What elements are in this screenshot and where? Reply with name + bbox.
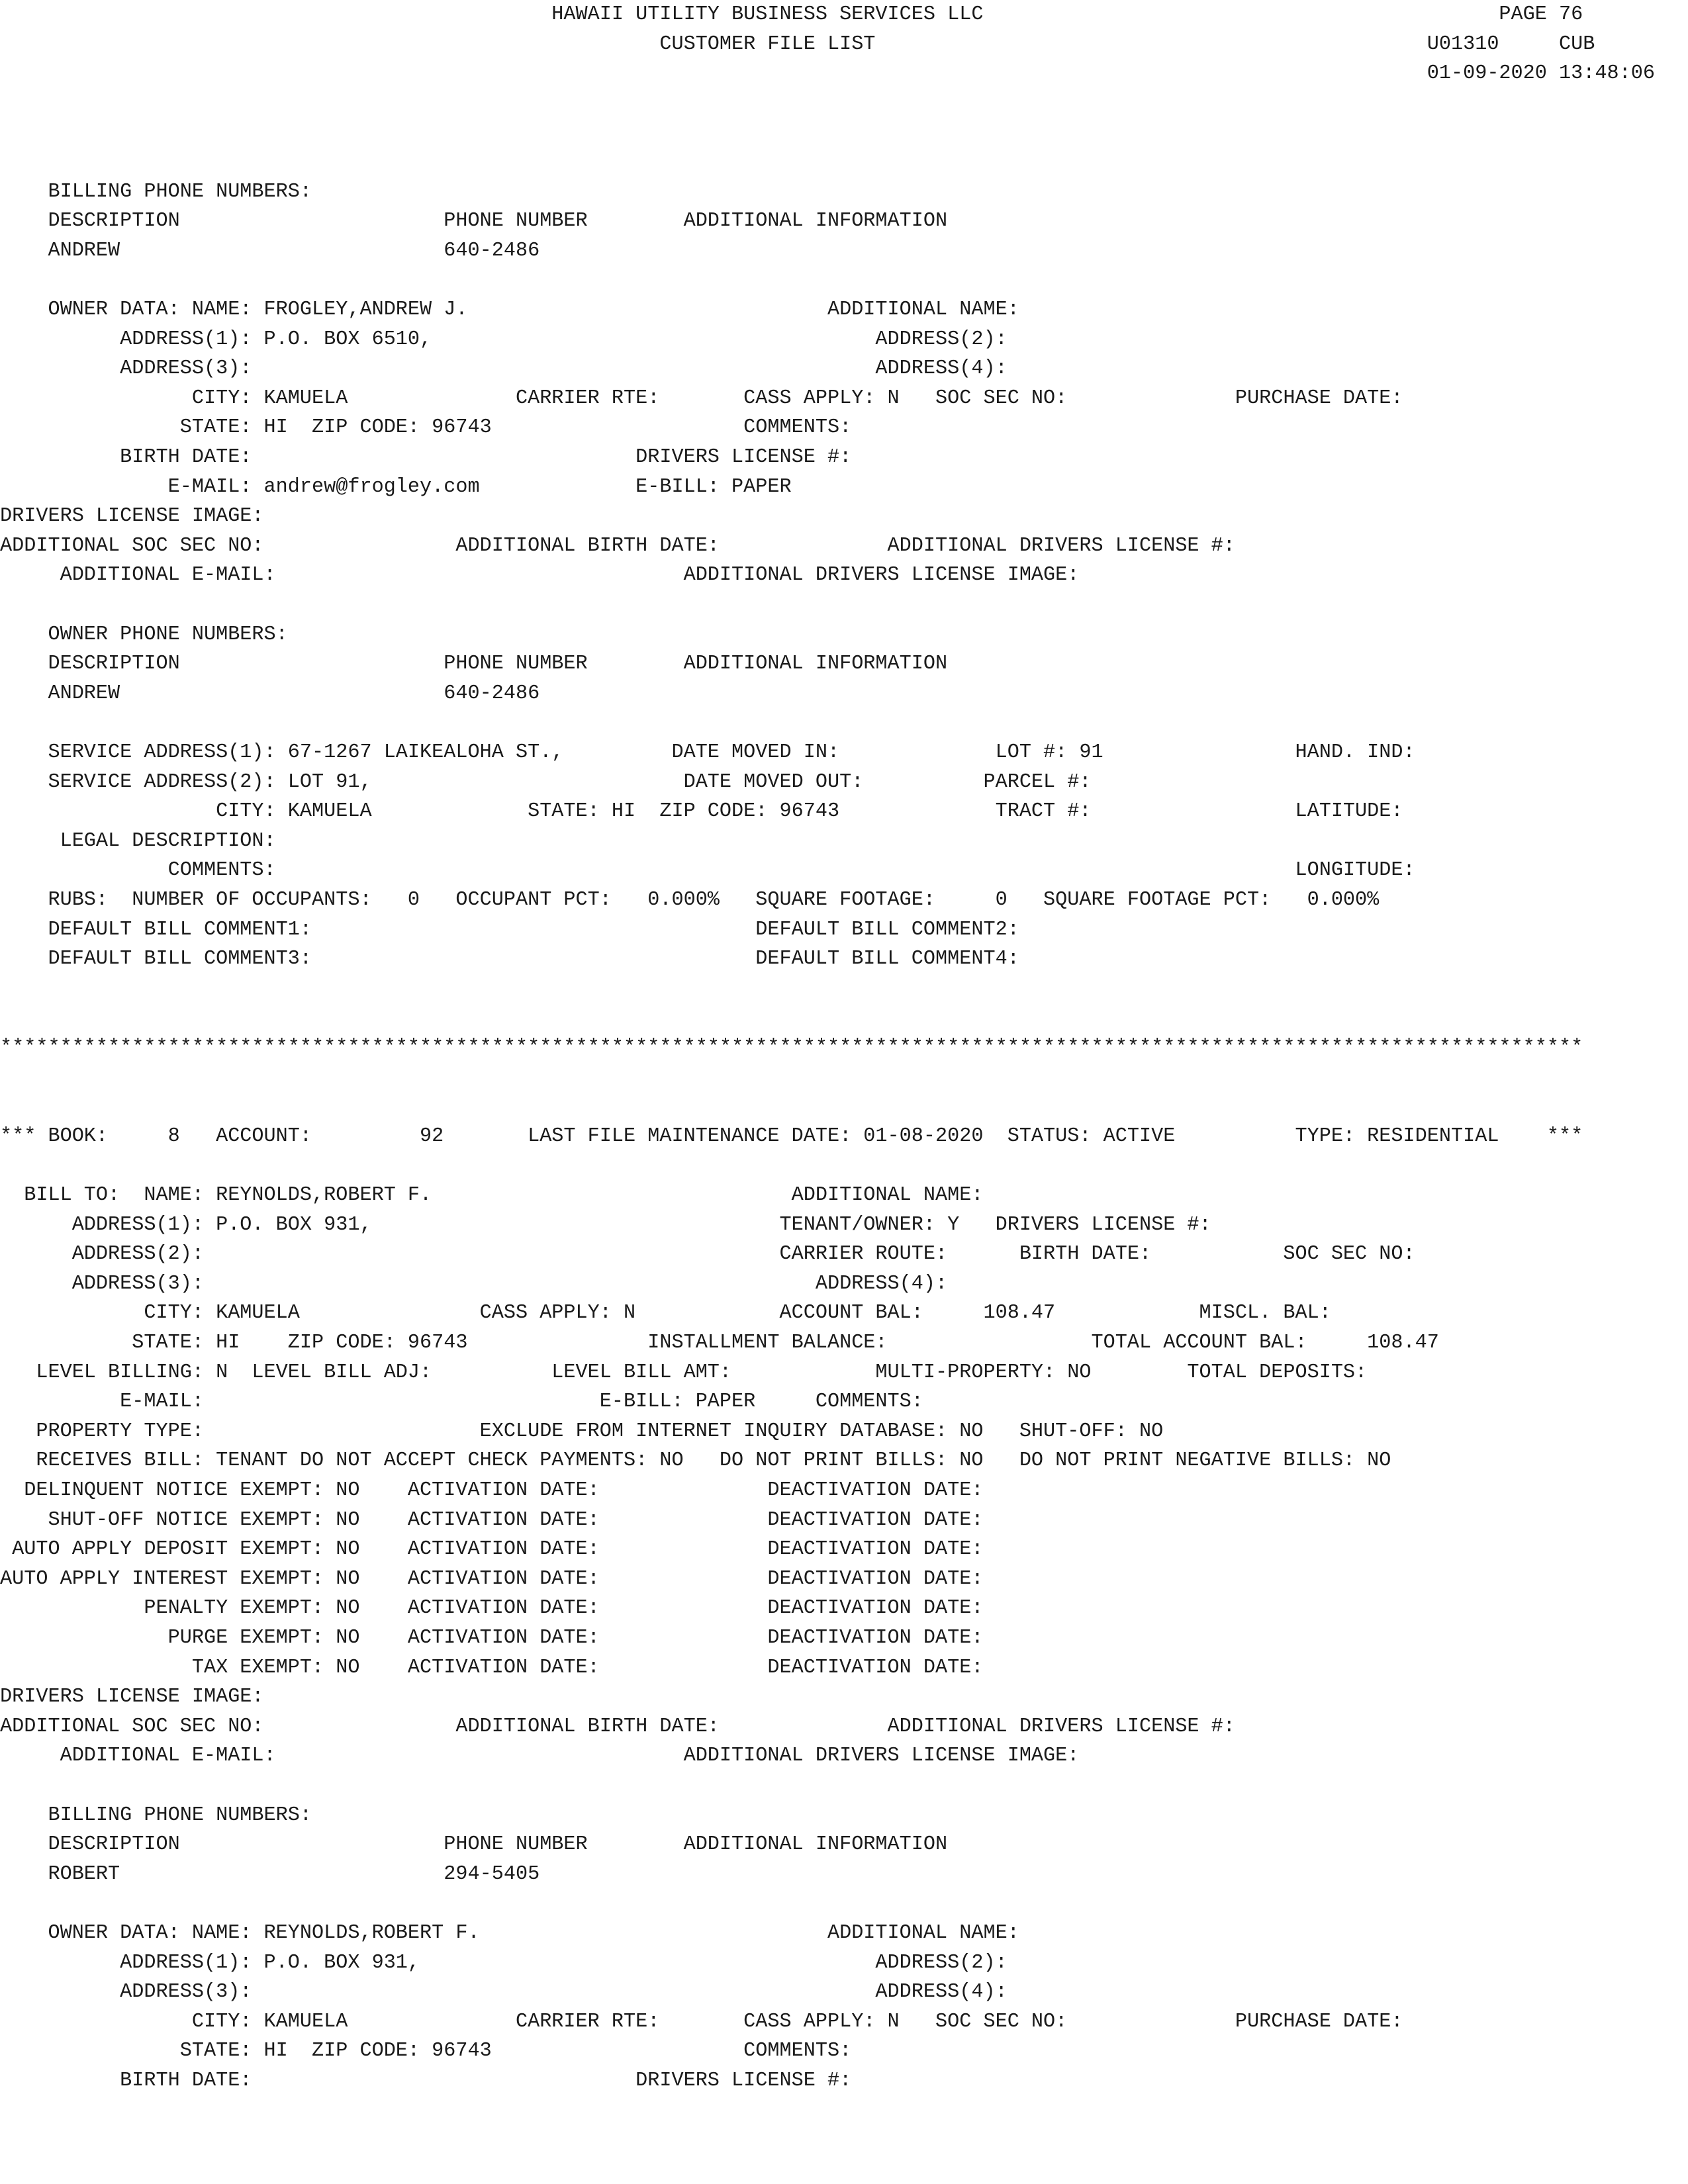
report-line: DEFAULT BILL COMMENT1: DEFAULT BILL COMMENT2: [0, 918, 1019, 941]
report-line: TAX EXEMPT: NO ACTIVATION DATE: DEACTIVATION DATE: [0, 1656, 984, 1679]
report-line: PROPERTY TYPE: EXCLUDE FROM INTERNET INQUIRY DATABASE: NO SHUT-OFF: NO [0, 1420, 1164, 1443]
report-line: ADDITIONAL SOC SEC NO: ADDITIONAL BIRTH DATE: ADDITIONAL DRIVERS LICENSE #: [0, 1715, 1235, 1738]
report-line: SHUT-OFF NOTICE EXEMPT: NO ACTIVATION DATE: DEACTIVATION DATE: [0, 1508, 984, 1531]
report-line: PURGE EXEMPT: NO ACTIVATION DATE: DEACTIVATION DATE: [0, 1627, 984, 1649]
report-line: ADDRESS(1): P.O. BOX 931, TENANT/OWNER: Y DRIVERS LICENSE #: [0, 1213, 1211, 1236]
report-line: PENALTY EXEMPT: NO ACTIVATION DATE: DEACTIVATION DATE: [0, 1597, 984, 1620]
report-line: BILLING PHONE NUMBERS: [0, 1803, 312, 1827]
report-line: OWNER PHONE NUMBERS: [0, 623, 288, 646]
report-line: ************************************************************************************************************************************ [0, 1036, 1583, 1059]
report-line: SERVICE ADDRESS(1): 67-1267 LAIKEALOHA ST., DATE MOVED IN: LOT #: 91 HAND. IND: [0, 741, 1415, 764]
report-line: BILLING PHONE NUMBERS: [0, 180, 312, 203]
report-line: BIRTH DATE: DRIVERS LICENSE #: [0, 2070, 852, 2092]
report-line: ADDRESS(2): CARRIER ROUTE: BIRTH DATE: SOC SEC NO: [0, 1243, 1415, 1266]
report-line: CUSTOMER FILE LIST U01310 CUB [0, 32, 1595, 56]
report-line: E-MAIL: E-BILL: PAPER COMMENTS: [0, 1390, 923, 1414]
report-line: ADDITIONAL SOC SEC NO: ADDITIONAL BIRTH DATE: ADDITIONAL DRIVERS LICENSE #: [0, 534, 1235, 557]
report-line: ADDITIONAL E-MAIL: ADDITIONAL DRIVERS LICENSE IMAGE: [0, 564, 1080, 587]
report-line: BIRTH DATE: DRIVERS LICENSE #: [0, 446, 852, 469]
report-line: ADDRESS(1): P.O. BOX 6510, ADDRESS(2): [0, 328, 1008, 351]
report-line: LEGAL DESCRIPTION: [0, 829, 276, 852]
report-line: AUTO APPLY INTEREST EXEMPT: NO ACTIVATION DATE: DEACTIVATION DATE: [0, 1567, 984, 1590]
report-line: RUBS: NUMBER OF OCCUPANTS: 0 OCCUPANT PCT: 0.000% SQUARE FOOTAGE: 0 SQUARE FOOTAGE PCT: 0.000% [0, 889, 1380, 911]
report-line: OWNER DATA: NAME: FROGLEY,ANDREW J. ADDITIONAL NAME: [0, 298, 1019, 321]
report-line: ADDRESS(3): ADDRESS(4): [0, 1272, 948, 1295]
report-line: E-MAIL: andrew@frogley.com E-BILL: PAPER [0, 475, 792, 498]
report-line: ADDITIONAL E-MAIL: ADDITIONAL DRIVERS LICENSE IMAGE: [0, 1745, 1080, 1768]
report-line: LEVEL BILLING: N LEVEL BILL ADJ: LEVEL BILL AMT: MULTI-PROPERTY: NO TOTAL DEPOSITS: [0, 1361, 1368, 1384]
report-line: ADDRESS(1): P.O. BOX 931, ADDRESS(2): [0, 1951, 1008, 1974]
report-line: DEFAULT BILL COMMENT3: DEFAULT BILL COMMENT4: [0, 948, 1019, 971]
report-line: AUTO APPLY DEPOSIT EXEMPT: NO ACTIVATION DATE: DEACTIVATION DATE: [0, 1538, 984, 1561]
report-line: HAWAII UTILITY BUSINESS SERVICES LLC PAGE 76 [0, 3, 1583, 26]
report-line: DRIVERS LICENSE IMAGE: [0, 505, 264, 528]
report-line: OWNER DATA: NAME: REYNOLDS,ROBERT F. ADDITIONAL NAME: [0, 1922, 1019, 1944]
report-line: RECEIVES BILL: TENANT DO NOT ACCEPT CHECK PAYMENTS: NO DO NOT PRINT BILLS: NO DO NOT PRINT NEGATIVE BILLS: NO [0, 1449, 1391, 1473]
report-line: DESCRIPTION PHONE NUMBER ADDITIONAL INFORMATION [0, 653, 948, 676]
report-line: SERVICE ADDRESS(2): LOT 91, DATE MOVED OUT: PARCEL #: [0, 770, 1092, 794]
report-line: CITY: KAMUELA CASS APPLY: N ACCOUNT BAL: 108.47 MISCL. BAL: [0, 1302, 1331, 1325]
report-line: ADDRESS(3): ADDRESS(4): [0, 357, 1008, 381]
report-line: DELINQUENT NOTICE EXEMPT: NO ACTIVATION DATE: DEACTIVATION DATE: [0, 1479, 984, 1502]
report-line: DESCRIPTION PHONE NUMBER ADDITIONAL INFORMATION [0, 1833, 948, 1856]
report-line: ANDREW 640-2486 [0, 239, 540, 262]
report-line: CITY: KAMUELA STATE: HI ZIP CODE: 96743 TRACT #: LATITUDE: [0, 800, 1403, 823]
report-line: DESCRIPTION PHONE NUMBER ADDITIONAL INFORMATION [0, 210, 948, 233]
report-line: COMMENTS: LONGITUDE: [0, 859, 1415, 882]
report-line: STATE: HI ZIP CODE: 96743 INSTALLMENT BALANCE: TOTAL ACCOUNT BAL: 108.47 [0, 1332, 1439, 1354]
report-line: CITY: KAMUELA CARRIER RTE: CASS APPLY: N SOC SEC NO: PURCHASE DATE: [0, 2010, 1403, 2033]
report-line: ADDRESS(3): ADDRESS(4): [0, 1981, 1008, 2004]
report-line: CITY: KAMUELA CARRIER RTE: CASS APPLY: N SOC SEC NO: PURCHASE DATE: [0, 387, 1403, 410]
report-line: *** BOOK: 8 ACCOUNT: 92 LAST FILE MAINTENANCE DATE: 01-08-2020 STATUS: ACTIVE TYPE: RESIDENTIAL *** [0, 1124, 1583, 1148]
report-line: BILL TO: NAME: REYNOLDS,ROBERT F. ADDITIONAL NAME: [0, 1184, 984, 1206]
report-line: STATE: HI ZIP CODE: 96743 COMMENTS: [0, 2040, 852, 2063]
report-line: ROBERT 294-5405 [0, 1862, 540, 1886]
report-line: DRIVERS LICENSE IMAGE: [0, 1686, 264, 1709]
report-line: STATE: HI ZIP CODE: 96743 COMMENTS: [0, 416, 852, 439]
report-line: 01-09-2020 13:48:06 [0, 62, 1655, 85]
report-line: ANDREW 640-2486 [0, 682, 540, 705]
